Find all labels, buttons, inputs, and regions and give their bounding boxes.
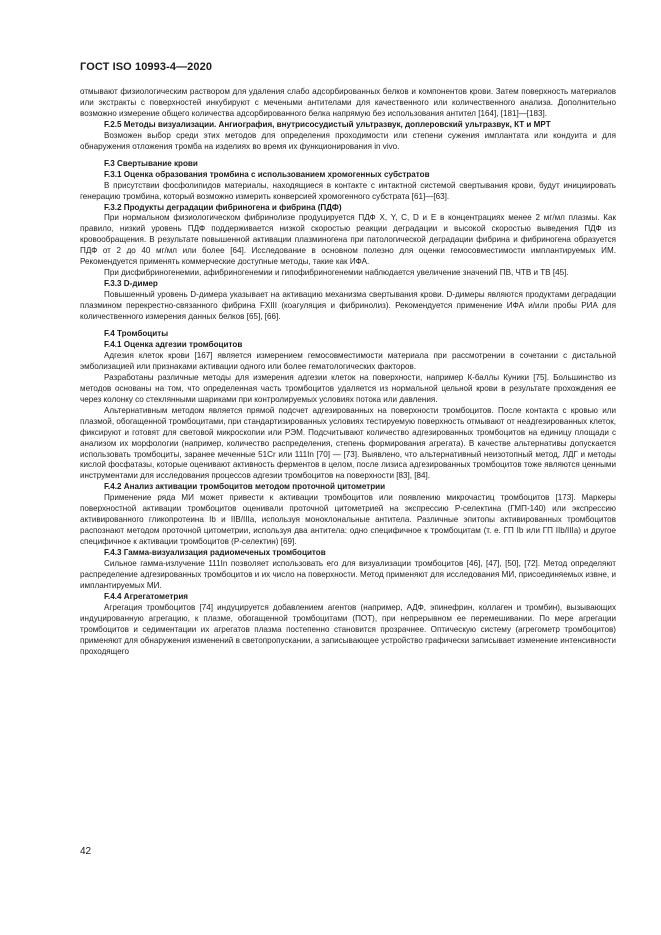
document-body <box>80 87 616 658</box>
section-heading: F.3.1 Оценка образования тромбина с использованием хромогенных субстратов <box>104 169 430 179</box>
paragraph: Адгезия клеток крови [167] является измерением гемосовместимости материала при рассмотрении в сочетании с дистальной эмболизацией или признаками активации одного или более гематологических факторов. <box>80 350 616 371</box>
section-heading: F.4 Тромбоциты <box>104 329 169 339</box>
paragraph: отмывают физиологическим раствором для удаления слабо адсорбированных белков и компонентов крови. Затем поверхность материалов или экстракты с поверхностей инкубируют с мечеными антителами для качественного или количественного анализа. Дополнительно возможно измерение общего количества адсорбированного белка напрямую без использования антител [164], [181]—[183]. <box>80 87 616 118</box>
section-heading: F.2.5 Методы визуализации. Ангиография, внутрисосудистый ультразвук, доплеровский ультразвук, КТ и МРТ <box>104 119 551 129</box>
section-heading: F.3.3 D-димер <box>104 279 158 289</box>
paragraph: Применение ряда МИ может привести к активации тромбоцитов или появлению микрочастиц тромбоцитов [173]. Маркеры поверхностной активации тромбоцитов оценивали проточной цитометрией на экспрессию Р-селектина (ГМП-140) или экспрессию активированного гликопротеина Ib и IIB/IIIa, используя моноклональные антитела. Различные эпитопы активированных тромбоцитов распознают методом проточной цитометрии, используя два антитела: одно специфичное к тромбоцитам (т. е. ГП Ib или ГП IIb/IIIa) и другое специфичное к активации тромбоцитов (Р-селектин) [69]. <box>80 493 616 547</box>
paragraph: Возможен выбор среди этих методов для определения проходимости или степени сужения имплантата или кондуита и для обнаружения отложения тромба на изделиях во время их функционирования in vivo. <box>80 130 616 151</box>
section-heading: F.4.2 Анализ активации тромбоцитов методом проточной цитометрии <box>104 482 386 492</box>
section-heading: F.3.2 Продукты деградации фибриногена и фибрина (ПДФ) <box>104 202 342 212</box>
section-heading: F.3 Свертывание крови <box>104 158 198 168</box>
page-number: 42 <box>80 846 92 857</box>
paragraph: Разработаны различные методы для измерения адгезии клеток на поверхности, например К-баллы Куники [75]. Большинство из методов основаны на том, что определенная часть тромбоцитов удаляется из нормальной цельной крови в результате прохождения ее через колонку со стеклянными шариками при контролируемых условиях потока или давления. <box>80 372 616 404</box>
section-heading: F.4.3 Гамма-визуализация радиомеченых тромбоцитов <box>104 548 326 558</box>
paragraph: При дисфибриногенемии, афибриногенемии и гипофибриногенемии наблюдается увеличение значений ПВ, ЧТВ и ТВ [45]. <box>104 268 569 278</box>
paragraph: Агрегация тромбоцитов [74] индуцируется добавлением агентов (например, АДФ, эпинефрин, коллаген и тромбин), вызывающих индуцированную агрегацию, к плазме, обогащенной тромбоцитами (ПОТ), при непрерывном ее перемешивании. По мере агрегации тромбоцитов и седиментации их агрегатов плазма постепенно становится прозрачнее. Оптическую систему (агрегометр тромбоцитов) применяют для обнаружения изменений в светопропускании, а записывающее устройство графически записывает изменение интенсивности проходящего <box>80 602 616 656</box>
document-header: ГОСТ ISO 10993-4—2020 <box>80 61 213 73</box>
paragraph: Сильное гамма-излучение 111In позволяет использовать его для визуализации тромбоцитов [46], [47], [50], [72]. Метод определяют распределение адгезированных тромбоцитов и их число на поверхности. Метод применяют для исследования МИ, присоединяемых извне, и имплантируемых МИ. <box>80 559 616 590</box>
section-heading: F.4.1 Оценка адгезии тромбоцитов <box>104 339 243 349</box>
paragraph: Повышенный уровень D-димера указывает на активацию механизма свертывания крови. D-димеры являются продуктами деградации плазмином перекрестно-связанного фибрина FXIII (коагуляция и фибринолиз). Рекомендуется применение ИФА и/или пробы РИА для количественного измерения данных белков [65], [66]. <box>80 290 616 322</box>
section-heading: F.4.4 Агрегатометрия <box>104 591 189 601</box>
paragraph: При нормальном физиологическом фибринолизе продуцируется ПДФ X, Y, C, D и E в концентрациях менее 2 мг/мл плазмы. Как правило, низкий уровень ПДФ поддерживается низкой скоростью реакции деградации и высокой скоростью выведения ПДФ из кровообращения. В результате повышенной активации плазминогена при патологической деградации фибрина и фибриногена образуется ПДФ от 2 до 40 мг/мл или более [64]. Исследование в основном полезно для оценки гемосовместимости имплантируемых ИМ. Рекомендуется применять коммерческие доступные методы, такие как ИФА. <box>80 213 616 267</box>
paragraph: В присутствии фосфолипидов материалы, находящиеся в контакте с интактной системой свертывания крови, будут инициировать генерацию тромбина, который возможно измерить конверсией хромогенного субстрата [61]—[63]. <box>80 180 616 201</box>
paragraph: Альтернативным методом является прямой подсчет адгезированных на поверхности тромбоцитов. После контакта с кровью или плазмой, обогащенной тромбоцитами, при стандартизированных условиях тестируемую поверхность отмывают от неадгезированных клеток, фиксируют и готовят для световой микроскопии или РЭМ. Подсчитывают количество адгезированных тромбоцитов на единицу площади с анализом их морфологии (например, количество распределения, степень формирования агрегата). В качестве альтернативы допускается использовать тромбоциты, заранее меченные 51Cr или 111In [70] — [73]. Выявлено, что альтернативный неизотопный метод, ЛДГ и методы кислой фосфатазы, которые оценивают активность ферментов в целом, после лизиса адгезированных тромбоцитов тоже являются ценными инструментами для исследования процессов адгезии тромбоцитов на поверхности [83], [84]. <box>80 405 616 481</box>
